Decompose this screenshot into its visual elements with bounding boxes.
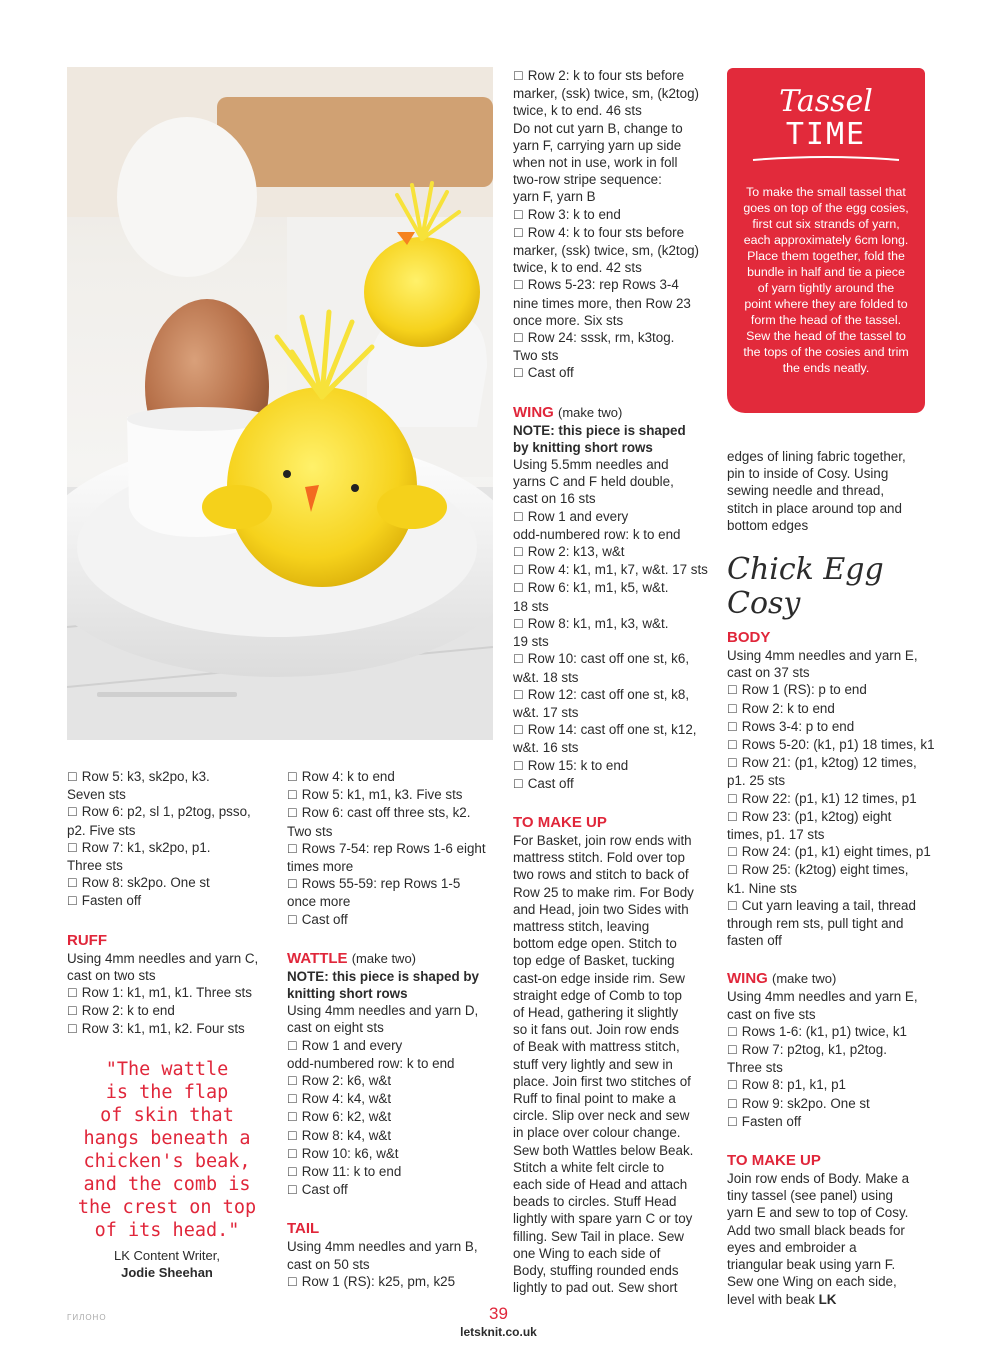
c3a-line: ☐ Cast off: [513, 364, 718, 382]
c4b-line: times, p1. 17 sts: [727, 827, 825, 843]
c3c-line: one Wing to each side of: [513, 1245, 661, 1261]
c3n-line: by knitting short rows: [513, 439, 653, 455]
c3b-line: w&t. 18 sts: [513, 669, 579, 685]
c2b-line: cast on eight sts: [287, 1020, 384, 1036]
chick-title-line2: Cosy: [727, 586, 801, 621]
wing2-heading-text: WING: [727, 970, 768, 988]
c1a-line: ☐ Row 5: k3, sk2po, k3.: [67, 768, 277, 786]
c4c-line: ☐ Row 7: p2tog, k1, p2tog.: [727, 1041, 937, 1059]
c1a-line: Seven sts: [67, 787, 126, 803]
c2a-line: Two sts: [287, 823, 333, 839]
qlines-line: the crest on top: [77, 1197, 257, 1218]
c3b-line: ☐ Row 4: k1, m1, k7, w&t. 17 sts: [513, 561, 718, 579]
ruff-lines: [67, 950, 277, 1039]
c4b-line: through rem sts, pull tight and: [727, 916, 904, 932]
c4c-line: cast on five sts: [727, 1006, 816, 1022]
c3b-line: 19 sts: [513, 634, 549, 650]
c4b-line: ☐ Rows 5-20: (k1, p1) 18 times, k1: [727, 736, 937, 754]
c3c-line: filling. Sew Tail in place. Sew: [513, 1228, 684, 1244]
wing-note: [513, 422, 718, 456]
c3a-line: two-row stripe sequence:: [513, 172, 662, 188]
c3c-line: two rows and stitch to back of: [513, 867, 689, 883]
c3b-line: w&t. 16 sts: [513, 740, 579, 756]
c4d-line: triangular beak using yarn F.: [727, 1257, 896, 1273]
c3b-line: cast on 16 sts: [513, 491, 596, 507]
c4d-line: eyes and embroider a: [727, 1239, 857, 1255]
c4b-line: ☐ Row 24: (p1, k1) eight times, p1: [727, 843, 937, 861]
c1b-line: cast on two sts: [67, 967, 156, 983]
c3c-line: of Head, gathering it slightly: [513, 1004, 679, 1020]
c3b-line: yarns C and F held double,: [513, 474, 674, 490]
c4b-line: Using 4mm needles and yarn E,: [727, 648, 918, 663]
c1a-line: ☐ Row 6: p2, sl 1, p2tog, psso,: [67, 803, 277, 821]
c4c-line: ☐ Row 8: p1, k1, p1: [727, 1076, 937, 1094]
tassel-title-block: TIME: [785, 117, 867, 152]
c2b-line: ☐ Row 11: k to end: [287, 1163, 497, 1181]
c4d-line: Sew one Wing on each side,: [727, 1274, 897, 1290]
c3b-line: ☐ Row 10: cast off one st, k6,: [513, 650, 718, 668]
tassel-body: To make the small tassel that goes on top of the egg cosies, first cut six strands of yarn, each approximately 6cm long. Place them together, fold the bundle in half and tie a piece of yarn tightly around the point where they are folded to form the head of the tassel. Sew the head of the tassel to the tops of the cosies and trim the ends neatly.: [743, 185, 909, 375]
c3c-line: so it fans out. Join row ends: [513, 1022, 679, 1038]
c4d-line: yarn E and sew to top of Cosy.: [727, 1205, 909, 1221]
c4b-line: cast on 37 sts: [727, 665, 810, 681]
c3c-line: and Head, join two Sides with: [513, 901, 689, 917]
wing-heading-text: WING: [513, 403, 554, 421]
column-1: [67, 768, 277, 1039]
c2a-line: ☐ Rows 7-54: rep Rows 1-6 eight: [287, 840, 497, 858]
credit-role: LK Content Writer,: [114, 1248, 220, 1263]
c3c-line: each side of Head and attach: [513, 1176, 688, 1192]
c3a-line: twice, k to end. 46 sts: [513, 103, 642, 119]
wing-lines: [513, 456, 718, 793]
c3c-line: in place over colour change.: [513, 1125, 681, 1141]
c3a-line: ☐ Row 2: k to four sts before: [513, 67, 718, 85]
c4b-line: fasten off: [727, 933, 782, 949]
tail-lines: [287, 1238, 497, 1291]
c2c-line: ☐ Row 1 (RS): k25, pm, k25: [287, 1273, 497, 1291]
c2a-line: ☐ Row 4: k to end: [287, 768, 497, 786]
wing2-lines: [727, 988, 937, 1131]
c3c-line: of Beak with mattress stitch,: [513, 1039, 680, 1055]
c2a-line: ☐ Row 5: k1, m1, k3. Five sts: [287, 786, 497, 804]
column-3: [513, 67, 718, 1296]
c3b-line: 18 sts: [513, 598, 549, 614]
c3c-line: bottom edge open. Stitch to: [513, 936, 677, 952]
c3n-line: NOTE: this piece is shaped: [513, 422, 686, 438]
c2b-line: Using 4mm needles and yarn D,: [287, 1003, 479, 1019]
wing2-heading: [727, 969, 937, 988]
c4b-line: ☐ Cut yarn leaving a tail, thread: [727, 897, 937, 915]
c4c-line: Three sts: [727, 1060, 783, 1076]
column-2: [287, 768, 497, 1291]
c3a-line: ☐ Row 3: k to end: [513, 206, 718, 224]
quote-credit: [67, 1247, 267, 1281]
wattle-sub: (make two): [351, 950, 417, 966]
c2b-line: ☐ Row 6: k2, w&t: [287, 1108, 497, 1126]
body-lines: [727, 647, 937, 949]
c1a-line: p2. Five sts: [67, 822, 136, 838]
c4b-line: ☐ Row 23: (p1, k2tog) eight: [727, 808, 937, 826]
col3-lines: [513, 67, 718, 383]
c3c-line: Row 25 to make rim. For Body: [513, 884, 694, 900]
wattle-heading: [287, 949, 497, 968]
c3b-line: ☐ Row 12: cast off one st, k8,: [513, 686, 718, 704]
qlines-line: chicken's beak,: [83, 1151, 251, 1172]
photo-illustration: [67, 67, 493, 740]
c4a-line: sewing needle and thread,: [727, 483, 885, 499]
c3c-line: beads to circles. Stuff Head: [513, 1194, 677, 1210]
wing2-sub: (make two): [772, 971, 837, 987]
c3b-line: ☐ Row 2: k13, w&t: [513, 543, 718, 561]
tassel-underline: [751, 152, 901, 166]
qlines-line: is the flap: [105, 1082, 229, 1103]
wattle-note: [287, 968, 497, 1002]
c2b-line: ☐ Row 2: k6, w&t: [287, 1072, 497, 1090]
page-number: 39: [489, 1304, 508, 1323]
col4-lines: [727, 448, 932, 534]
makeup2-heading: TO MAKE UP: [727, 1152, 821, 1170]
c2a-line: ☐ Row 6: cast off three sts, k2.: [287, 804, 497, 822]
c2a-line: times more: [287, 859, 354, 875]
c3c-line: lightly with spare yarn C or toy: [513, 1211, 693, 1227]
c4c-line: ☐ Fasten off: [727, 1113, 937, 1131]
c4b-line: ☐ Rows 3-4: p to end: [727, 718, 937, 736]
c3c-line: cast-on edge inside rim. Sew: [513, 970, 685, 986]
c3a-line: ☐ Row 24: sssk, rm, k3tog.: [513, 329, 718, 347]
c4d-line: Join row ends of Body. Make a: [727, 1171, 910, 1187]
c4c-line: ☐ Rows 1-6: (k1, p1) twice, k1: [727, 1023, 937, 1041]
tassel-time-panel: [727, 68, 925, 413]
c1a-line: ☐ Fasten off: [67, 892, 277, 910]
c3c-line: straight edge of Comb to top: [513, 987, 682, 1003]
c4d-line: level with beak LK: [727, 1291, 837, 1307]
chick-egg-cosy-photo: [67, 67, 493, 740]
c3a-line: nine times more, then Row 23: [513, 295, 691, 311]
tail-heading: TAIL: [287, 1220, 320, 1238]
c1b-line: ☐ Row 2: k to end: [67, 1002, 277, 1020]
qlines-line: of skin that: [100, 1105, 234, 1126]
col2-lines: [287, 768, 497, 929]
c3c-line: circle. Slip over neck and sew: [513, 1108, 690, 1124]
c4a-line: pin to inside of Cosy. Using: [727, 466, 889, 482]
c3a-line: twice, k to end. 42 sts: [513, 260, 642, 276]
c4a-line: bottom edges: [727, 517, 809, 533]
c2c-line: cast on 50 sts: [287, 1256, 370, 1272]
column-4: [727, 624, 937, 1308]
c3b-line: ☐ Row 1 and every: [513, 508, 718, 526]
c3c-line: Body, stuffing rounded ends: [513, 1263, 679, 1278]
c3a-line: yarn F, carrying yarn up side: [513, 137, 682, 153]
c3c-line: place. Join first two stitches of: [513, 1073, 691, 1089]
c1a-line: ☐ Row 7: k1, sk2po, p1.: [67, 839, 277, 857]
c3c-line: Sew both Wattles below Beak.: [513, 1142, 694, 1158]
c4b-line: k1. Nine sts: [727, 880, 797, 896]
ruff-heading: RUFF: [67, 931, 107, 949]
c4b-line: ☐ Row 22: (p1, k1) 12 times, p1: [727, 790, 937, 808]
c3a-line: when not in use, work in foll: [513, 155, 678, 171]
c4a-line: stitch in place around top and: [727, 500, 902, 516]
makeup2-lines: [727, 1170, 937, 1308]
c4d-line: Add two small black beads for: [727, 1222, 905, 1238]
c2a-line: ☐ Rows 55-59: rep Rows 1-5: [287, 875, 497, 893]
wing-sub: (make two): [558, 404, 623, 420]
lk-endmark: LK: [814, 1291, 837, 1307]
c4b-line: ☐ Row 2: k to end: [727, 700, 937, 718]
c2b-line: ☐ Row 1 and every: [287, 1037, 497, 1055]
c2n-line: knitting short rows: [287, 986, 408, 1002]
tassel-title-script: Tassel: [779, 84, 873, 119]
chick-title-line1: Chick Egg: [727, 552, 884, 587]
c2a-line: ☐ Cast off: [287, 911, 497, 929]
c3c-line: lightly to pad out. Sew short: [513, 1280, 678, 1296]
c2a-line: once more: [287, 894, 351, 910]
body-heading: BODY: [727, 629, 771, 646]
c3b-line: odd-numbered row: k to end: [513, 526, 681, 542]
c4b-line: ☐ Row 25: (k2tog) eight times,: [727, 861, 937, 879]
chick-egg-cosy-title: [727, 553, 884, 621]
c2n-line: NOTE: this piece is shaped by: [287, 968, 479, 984]
c4c-line: ☐ Row 9: sk2po. One st: [727, 1095, 937, 1113]
c3c-line: top edge of Basket, tucking: [513, 953, 675, 969]
c2b-line: ☐ Row 8: k4, w&t: [287, 1127, 497, 1145]
c3b-line: Using 5.5mm needles and: [513, 457, 669, 473]
qlines-line: of its head.": [94, 1220, 240, 1241]
c2b-line: ☐ Row 10: k6, w&t: [287, 1145, 497, 1163]
c3c-line: mattress stitch. Fold over top: [513, 850, 685, 866]
website: letsknit.co.uk: [460, 1325, 537, 1339]
c4b-line: ☐ Row 1 (RS): p to end: [727, 681, 937, 699]
c3b-line: ☐ Row 8: k1, m1, k3, w&t.: [513, 615, 718, 633]
c3a-line: Two sts: [513, 348, 559, 364]
c1b-line: Using 4mm needles and yarn C,: [67, 950, 259, 966]
c1b-line: ☐ Row 3: k1, m1, k2. Four sts: [67, 1020, 277, 1038]
c3c-line: Stitch a white felt circle to: [513, 1159, 665, 1175]
qlines-line: and the comb is: [83, 1174, 251, 1195]
c3a-line: once more. Six sts: [513, 312, 624, 328]
c1b-line: ☐ Row 1: k1, m1, k1. Three sts: [67, 984, 277, 1002]
c3a-line: ☐ Rows 5-23: rep Rows 3-4: [513, 276, 718, 294]
c4a-line: edges of lining fabric together,: [727, 449, 906, 464]
c4b-line: ☐ Row 21: (p1, k2tog) 12 times,: [727, 754, 937, 772]
column-4-top: [727, 448, 932, 534]
c2b-line: ☐ Row 4: k4, w&t: [287, 1090, 497, 1108]
c3c-line: stuff very lightly and sew in: [513, 1056, 673, 1072]
c3a-line: yarn F, yarn B: [513, 189, 596, 205]
c3a-line: marker, (ssk) twice, sm, (k2tog): [513, 86, 700, 102]
c3a-line: Do not cut yarn B, change to: [513, 120, 683, 136]
makeup-lines: [513, 832, 718, 1296]
c4b-line: p1. 25 sts: [727, 773, 786, 789]
qlines-line: hangs beneath a: [83, 1128, 251, 1149]
c3c-line: mattress stitch, leaving: [513, 918, 650, 934]
makeup-heading: TO MAKE UP: [513, 813, 607, 831]
c3b-line: ☐ Cast off: [513, 775, 718, 793]
c2b-line: odd-numbered row: k to end: [287, 1055, 455, 1071]
c3b-line: ☐ Row 6: k1, m1, k5, w&t.: [513, 579, 718, 597]
wing-heading: [513, 403, 718, 422]
footer-tiny-text: ГИЛОНО: [67, 1313, 107, 1322]
qlines-line: "The wattle: [105, 1059, 229, 1080]
c1a-line: ☐ Row 8: sk2po. One st: [67, 874, 277, 892]
c3a-line: marker, (ssk) twice, sm, (k2tog): [513, 243, 700, 259]
pull-quote: [67, 1058, 267, 1242]
c3c-line: Ruff to final point to make a: [513, 1090, 676, 1106]
c1a-line: Three sts: [67, 858, 123, 874]
c3b-line: ☐ Row 15: k to end: [513, 757, 718, 775]
credit-name: Jodie Sheehan: [121, 1265, 213, 1280]
wattle-lines: [287, 1002, 497, 1199]
wattle-heading-text: WATTLE: [287, 949, 348, 967]
c3b-line: ☐ Row 14: cast off one st, k12,: [513, 721, 718, 739]
c2c-line: Using 4mm needles and yarn B,: [287, 1239, 478, 1255]
c4c-line: Using 4mm needles and yarn E,: [727, 989, 918, 1005]
c4d-line: tiny tassel (see panel) using: [727, 1188, 893, 1204]
c3b-line: w&t. 17 sts: [513, 704, 579, 720]
c3c-line: For Basket, join row ends with: [513, 832, 692, 848]
col1-lines: [67, 768, 277, 911]
c2b-line: ☐ Cast off: [287, 1181, 497, 1199]
c3a-line: ☐ Row 4: k to four sts before: [513, 224, 718, 242]
